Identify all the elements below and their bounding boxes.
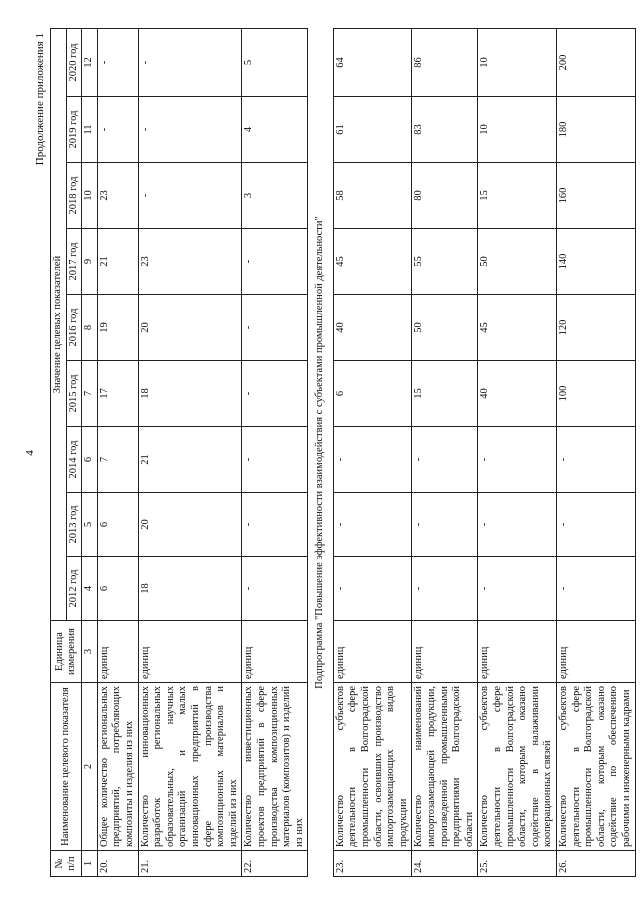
target-indicators-table xyxy=(50,27,636,876)
value-cell: 6 xyxy=(333,360,412,426)
value-cell: 64 xyxy=(333,28,412,96)
subprogram-title: Подпрограмма "Повышение эффективности взаимодействия с субъектами промышленной деятельности" xyxy=(308,28,334,876)
header-num: № п/п xyxy=(51,850,82,876)
value-cell: - xyxy=(97,28,138,96)
value-cell: 10 xyxy=(478,96,557,162)
value-cell: 23 xyxy=(97,162,138,228)
value-cell: - xyxy=(478,426,557,492)
header-year: 2013 год xyxy=(66,492,82,556)
unit-cell: единиц xyxy=(556,620,635,682)
value-cell: 86 xyxy=(412,28,478,96)
header-year: 2019 год xyxy=(66,96,82,162)
header-column-number: 8 xyxy=(82,294,98,360)
row-number: 21. xyxy=(138,850,242,876)
header-year: 2020 год xyxy=(66,28,82,96)
indicator-name: Количество субъектов деятельности в сфере промышленности Волгоградской области, которым оказано содействие в налаживании кооперационных связей xyxy=(478,682,557,850)
header-column-numbers-row xyxy=(82,28,98,876)
value-cell: - xyxy=(138,162,242,228)
table-row xyxy=(242,28,308,876)
header-year: 2018 год xyxy=(66,162,82,228)
value-cell: 61 xyxy=(333,96,412,162)
value-cell: 160 xyxy=(556,162,635,228)
value-cell: 15 xyxy=(412,360,478,426)
header-values: Значение целевых показателей xyxy=(51,28,67,620)
subprogram-row xyxy=(308,28,334,876)
value-cell: - xyxy=(556,426,635,492)
value-cell: - xyxy=(478,556,557,620)
value-cell: - xyxy=(556,556,635,620)
unit-cell: единиц xyxy=(333,620,412,682)
value-cell: 20 xyxy=(138,294,242,360)
header-column-number: 1 xyxy=(82,850,98,876)
value-cell: 120 xyxy=(556,294,635,360)
value-cell: 19 xyxy=(97,294,138,360)
value-cell: - xyxy=(242,426,308,492)
unit-cell: единиц xyxy=(242,620,308,682)
row-number: 23. xyxy=(333,850,412,876)
header-column-number: 6 xyxy=(82,426,98,492)
unit-cell: единиц xyxy=(412,620,478,682)
header-name: Наименование целевого показателя xyxy=(51,682,82,850)
value-cell: - xyxy=(333,426,412,492)
value-cell: 20 xyxy=(138,492,242,556)
header-year: 2015 год xyxy=(66,360,82,426)
table-row xyxy=(97,28,138,876)
value-cell: 50 xyxy=(412,294,478,360)
value-cell: 200 xyxy=(556,28,635,96)
header-column-number: 5 xyxy=(82,492,98,556)
row-number: 20. xyxy=(97,850,138,876)
rotated-page xyxy=(20,23,632,883)
indicator-name: Количество инвестиционных проектов предприятий в сфере производства композиционных материалов (композитов) и изделий из них xyxy=(242,682,308,850)
table-row xyxy=(478,28,557,876)
value-cell: - xyxy=(242,556,308,620)
header-column-number: 4 xyxy=(82,556,98,620)
value-cell: - xyxy=(478,492,557,556)
row-number: 22. xyxy=(242,850,308,876)
value-cell: 45 xyxy=(333,228,412,294)
unit-cell: единиц xyxy=(478,620,557,682)
table-row xyxy=(333,28,412,876)
value-cell: 180 xyxy=(556,96,635,162)
value-cell: - xyxy=(242,492,308,556)
value-cell: 3 xyxy=(242,162,308,228)
value-cell: 23 xyxy=(138,228,242,294)
table-body xyxy=(97,28,635,876)
value-cell: - xyxy=(242,228,308,294)
value-cell: 21 xyxy=(138,426,242,492)
header-column-number: 9 xyxy=(82,228,98,294)
value-cell: - xyxy=(138,96,242,162)
header-unit: Единица измерения xyxy=(51,620,82,682)
value-cell: - xyxy=(242,294,308,360)
indicator-name: Количество субъектов деятельности в сфере промышленности Волгоградской области, которым оказано содействие по обеспечению рабочими и инженерными кадрами xyxy=(556,682,635,850)
value-cell: 55 xyxy=(412,228,478,294)
value-cell: 18 xyxy=(138,556,242,620)
table-row xyxy=(412,28,478,876)
header-column-number: 3 xyxy=(82,620,98,682)
value-cell: 15 xyxy=(478,162,557,228)
value-cell: 6 xyxy=(97,492,138,556)
value-cell: 21 xyxy=(97,228,138,294)
header-column-number: 7 xyxy=(82,360,98,426)
value-cell: - xyxy=(242,360,308,426)
value-cell: 45 xyxy=(478,294,557,360)
indicator-name: Количество наименований импортозамещающей продукции, произведенной промышленными предприятиями Волгоградской области xyxy=(412,682,478,850)
value-cell: 80 xyxy=(412,162,478,228)
indicator-name: Количество инновационных разработок региональных образовательных, научных организаций и малых инновационных предприятий в сфере производства композиционных материалов и изделий из них xyxy=(138,682,242,850)
value-cell: - xyxy=(333,492,412,556)
indicator-name: Количество субъектов деятельности в сфере промышленности Волгоградской области, освоивших производство импортозамещающих видов продукции xyxy=(333,682,412,850)
page-number: 4 xyxy=(24,449,36,456)
value-cell: - xyxy=(138,28,242,96)
table-row xyxy=(138,28,242,876)
value-cell: 140 xyxy=(556,228,635,294)
table-row xyxy=(556,28,635,876)
unit-cell: единиц xyxy=(97,620,138,682)
header-column-number: 12 xyxy=(82,28,98,96)
header-column-number: 2 xyxy=(82,682,98,850)
value-cell: 83 xyxy=(412,96,478,162)
value-cell: 17 xyxy=(97,360,138,426)
header-year: 2017 год xyxy=(66,228,82,294)
row-number: 25. xyxy=(478,850,557,876)
unit-cell: единиц xyxy=(138,620,242,682)
value-cell: 40 xyxy=(333,294,412,360)
value-cell: 4 xyxy=(242,96,308,162)
value-cell: - xyxy=(412,492,478,556)
value-cell: 6 xyxy=(97,556,138,620)
header-year: 2012 год xyxy=(66,556,82,620)
value-cell: - xyxy=(412,556,478,620)
value-cell: 5 xyxy=(242,28,308,96)
header-year: 2014 год xyxy=(66,426,82,492)
value-cell: - xyxy=(556,492,635,556)
value-cell: 50 xyxy=(478,228,557,294)
header-column-number: 10 xyxy=(82,162,98,228)
value-cell: 7 xyxy=(97,426,138,492)
value-cell: 100 xyxy=(556,360,635,426)
indicator-name: Общее количество региональных предприятий, потребляющих композиты и изделия из них xyxy=(97,682,138,850)
continuation-note: Продолжение приложения 1 xyxy=(34,32,46,165)
row-number: 24. xyxy=(412,850,478,876)
row-number: 26. xyxy=(556,850,635,876)
value-cell: 18 xyxy=(138,360,242,426)
header-column-number: 11 xyxy=(82,96,98,162)
value-cell: - xyxy=(97,96,138,162)
header-year: 2016 год xyxy=(66,294,82,360)
value-cell: 10 xyxy=(478,28,557,96)
table-header xyxy=(51,28,98,876)
value-cell: - xyxy=(412,426,478,492)
value-cell: 40 xyxy=(478,360,557,426)
value-cell: 58 xyxy=(333,162,412,228)
value-cell: - xyxy=(333,556,412,620)
